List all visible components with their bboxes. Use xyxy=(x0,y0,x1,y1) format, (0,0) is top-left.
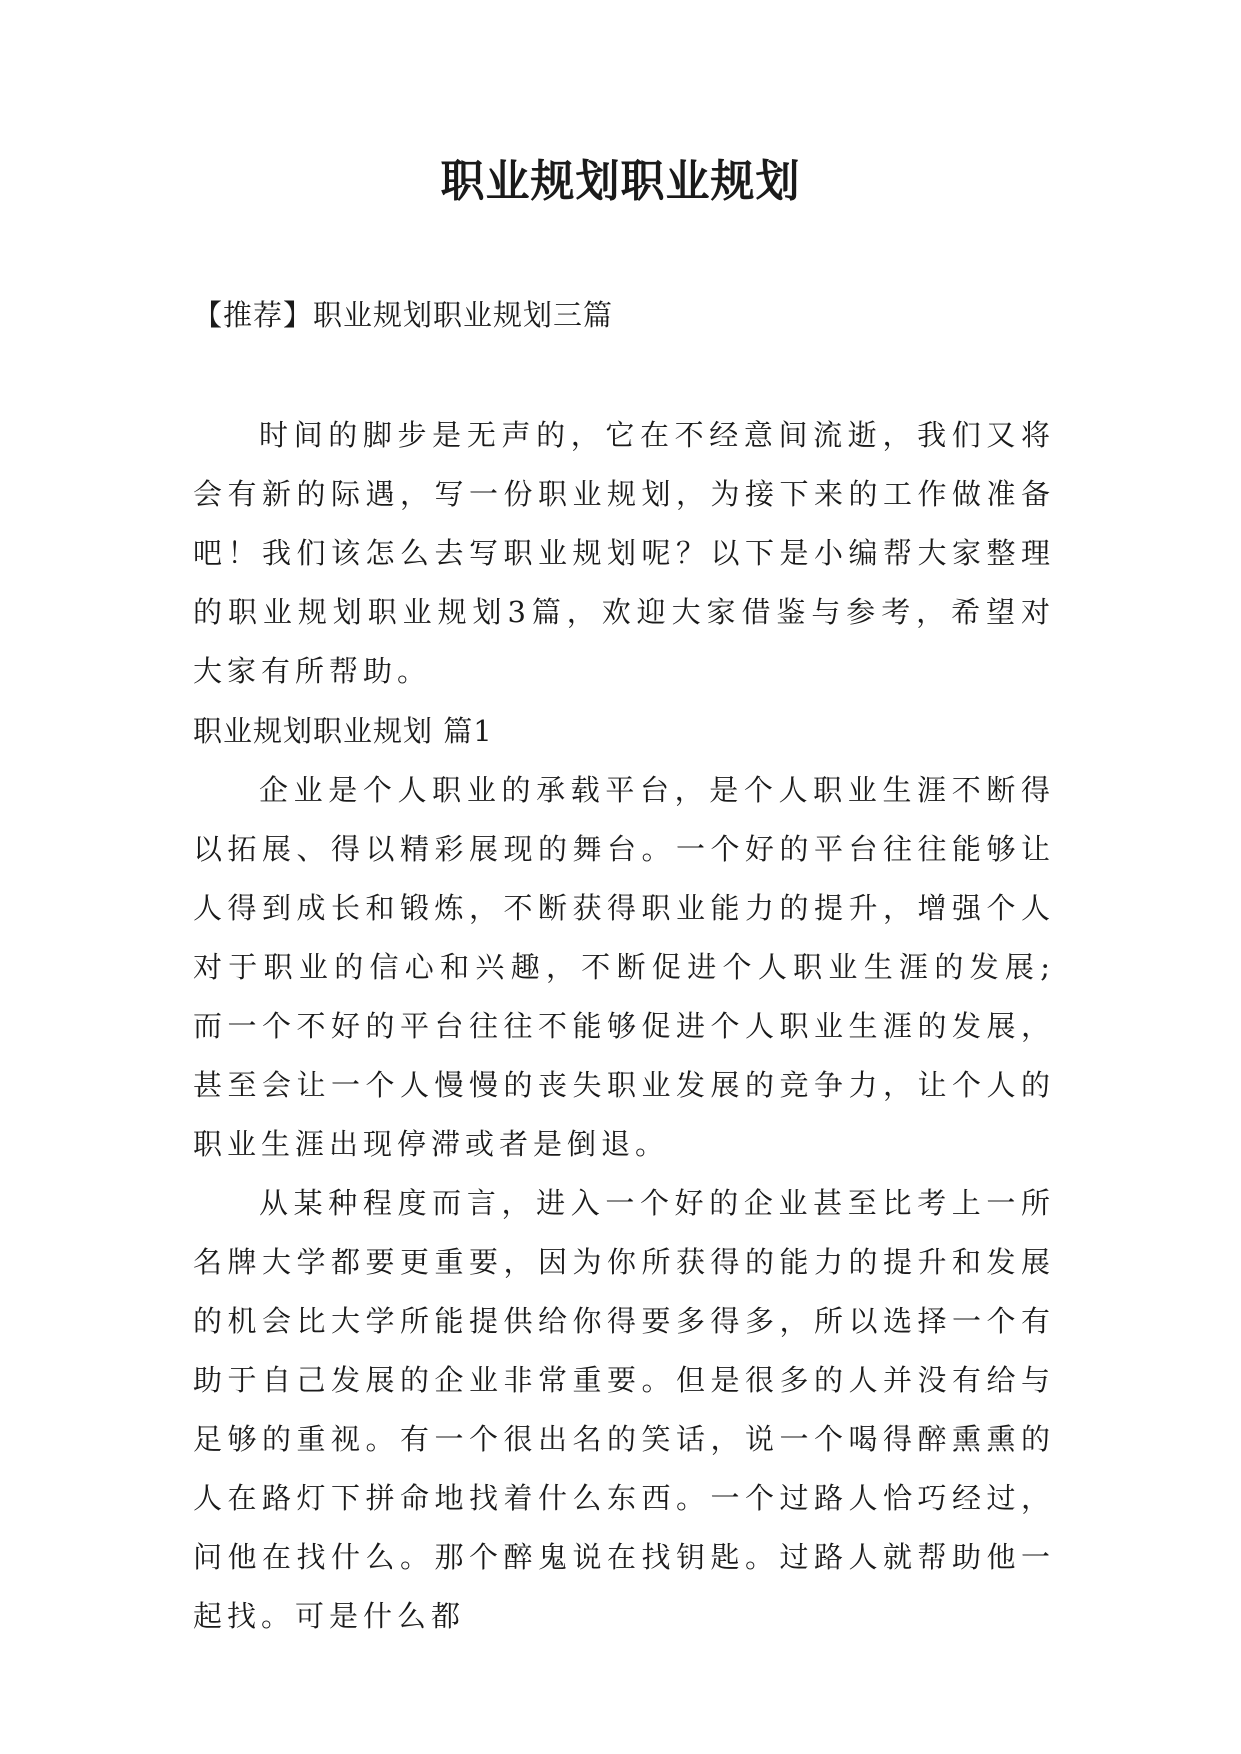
body-paragraph: 从某种程度而言，进入一个好的企业甚至比考上一所名牌大学都要更重要，因为你所获得的能力的提升和发展的机会比大学所能提供给你得要多得多，所以选择一个有助于自己发展的企业非常重要。但是很多的人并没有给与足够的重视。有一个很出名的笑话，说一个喝得醉熏熏的人在路灯下拼命地找着什么东西。一个过路人恰巧经过，问他在找什么。那个醉鬼说在找钥匙。过路人就帮助他一起找。可是什么都 xyxy=(193,1186,1055,1633)
document-body xyxy=(193,406,1055,1646)
document-subtitle: 【推荐】职业规划职业规划三篇 xyxy=(193,298,614,332)
section-heading: 职业规划职业规划 篇1 xyxy=(193,714,493,748)
intro-paragraph: 时间的脚步是无声的，它在不经意间流逝，我们又将会有新的际遇，写一份职业规划，为接下来的工作做准备吧！我们该怎么去写职业规划呢？以下是小编帮大家整理的职业规划职业规划3篇，欢迎大家借鉴与参考，希望对大家有所帮助。 xyxy=(193,418,1055,688)
document-title: 职业规划职业规划 xyxy=(440,156,801,207)
body-paragraph: 企业是个人职业的承载平台，是个人职业生涯不断得以拓展、得以精彩展现的舞台。一个好的平台往往能够让人得到成长和锻炼，不断获得职业能力的提升，增强个人对于职业的信心和兴趣，不断促进个人职业生涯的发展;而一个不好的平台往往不能够促进个人职业生涯的发展，甚至会让一个人慢慢的丧失职业发展的竞争力，让个人的职业生涯出现停滞或者是倒退。 xyxy=(193,773,1055,1161)
